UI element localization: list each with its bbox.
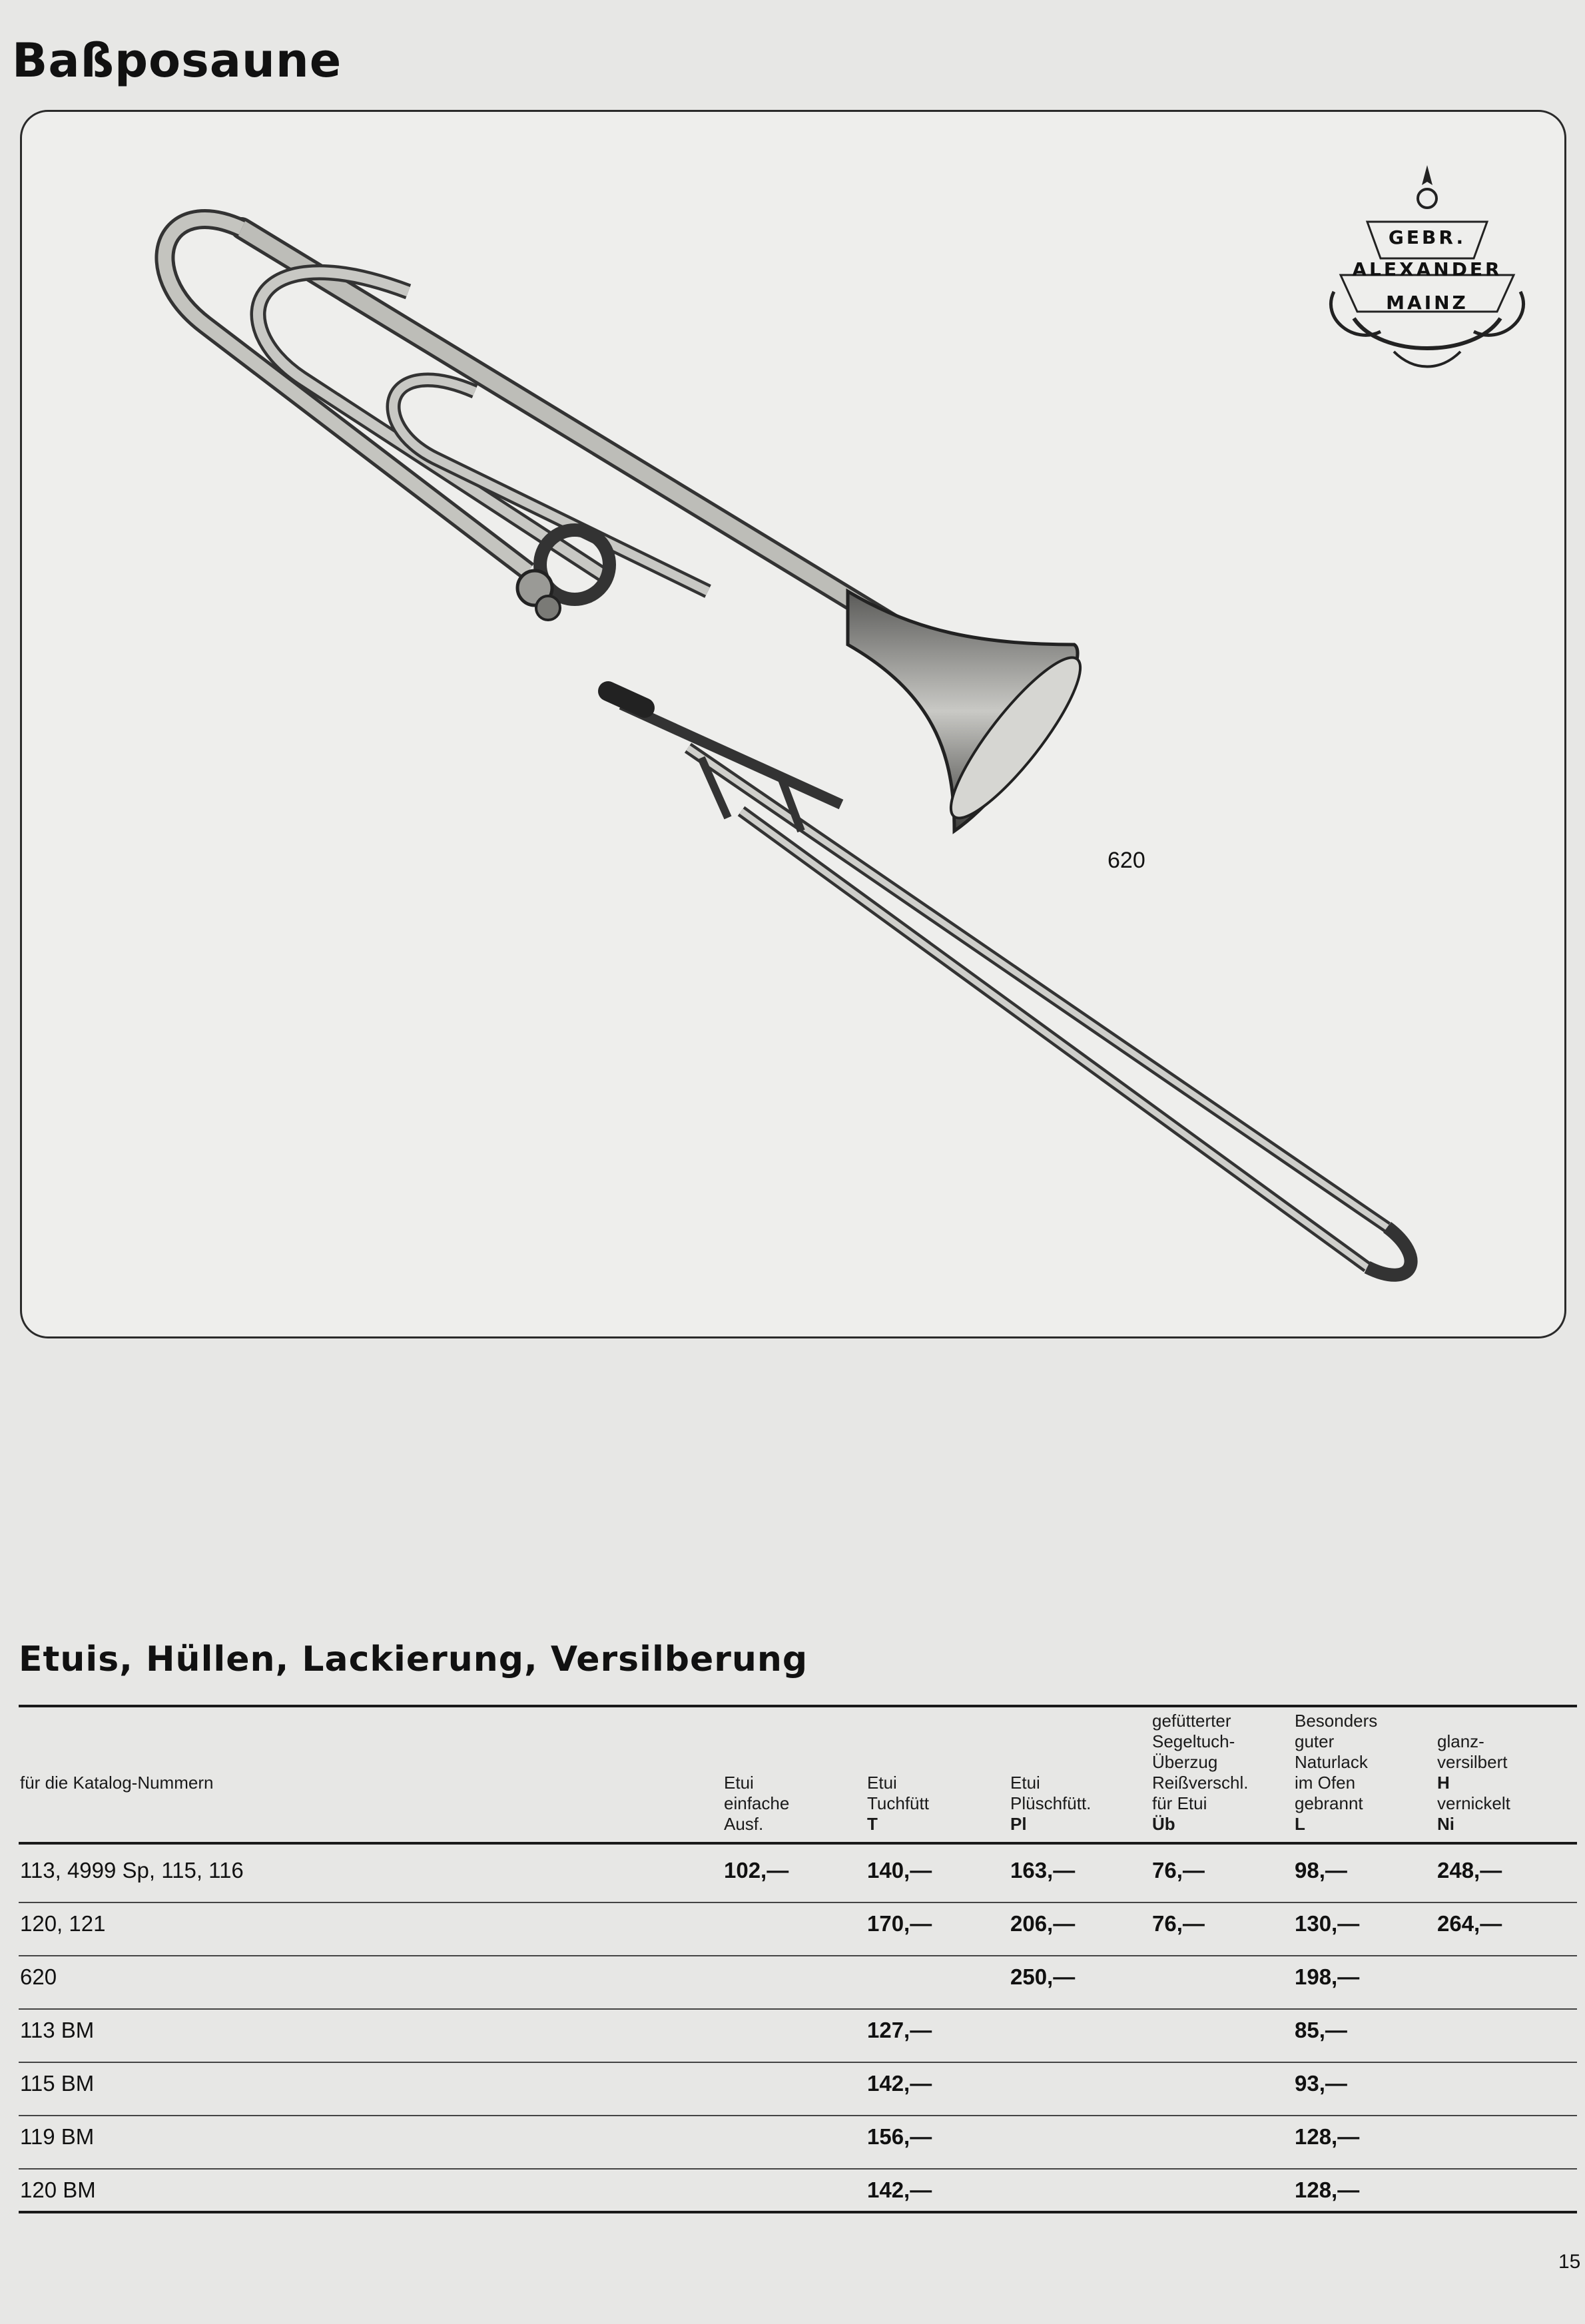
col6-code: Ni — [1437, 1814, 1454, 1834]
column-header-etui-plueschfuett — [1010, 1773, 1091, 1835]
table-row-label: 620 — [20, 1964, 57, 1989]
col6-line3: vernickelt — [1437, 1793, 1510, 1813]
product-photo-frame — [20, 110, 1566, 1338]
row-divider — [19, 1902, 1577, 1903]
price-cell: 170,— — [867, 1911, 932, 1936]
price-cell: 76,— — [1152, 1858, 1205, 1883]
col5-line3: Naturlack — [1295, 1752, 1368, 1772]
col4-line4: Reißverschl. — [1152, 1773, 1249, 1793]
price-cell: 102,— — [724, 1858, 789, 1883]
column-header-ueberzug — [1152, 1711, 1248, 1835]
row-divider — [19, 2008, 1577, 2010]
price-cell: 248,— — [1437, 1858, 1502, 1883]
price-cell: 142,— — [867, 2178, 932, 2202]
price-cell: 198,— — [1295, 1964, 1360, 1989]
col3-code: Pl — [1010, 1814, 1027, 1834]
row-divider — [19, 1955, 1577, 1956]
logo-line-1: GEBR. — [1388, 226, 1466, 248]
table-row-label: 113, 4999 Sp, 115, 116 — [20, 1858, 244, 1883]
header-top-rule — [19, 1705, 1577, 1707]
col4-code: Üb — [1152, 1814, 1175, 1834]
col1-line3: Ausf. — [724, 1814, 764, 1834]
table-row-label: 119 BM — [20, 2124, 95, 2149]
price-cell: 85,— — [1295, 2018, 1347, 2042]
row-divider — [19, 2168, 1577, 2170]
col2-line2: Tuchfütt — [867, 1793, 929, 1813]
col5-line4: im Ofen — [1295, 1773, 1356, 1793]
price-cell: 206,— — [1010, 1911, 1076, 1936]
col5-line5: gebrannt — [1295, 1793, 1363, 1813]
page-title: Baßposaune — [12, 33, 342, 88]
row-header-text: für die Katalog-Nummern — [20, 1773, 214, 1793]
logo-line-2: ALEXANDER — [1352, 258, 1502, 280]
col2-code: T — [867, 1814, 878, 1834]
table-row-label: 120 BM — [20, 2178, 96, 2202]
row-divider — [19, 2062, 1577, 2063]
col6-code-a: H — [1437, 1773, 1450, 1793]
price-cell: 140,— — [867, 1858, 932, 1883]
col4-line1: gefütterter — [1152, 1711, 1231, 1731]
column-header-versilbert — [1437, 1731, 1510, 1835]
price-cell: 250,— — [1010, 1964, 1076, 1989]
col4-line2: Segeltuch- — [1152, 1731, 1235, 1751]
logo-line-3: MAINZ — [1386, 292, 1468, 314]
col5-line2: guter — [1295, 1731, 1335, 1751]
price-cell: 142,— — [867, 2071, 932, 2096]
section-title: Etuis, Hüllen, Lackierung, Versilberung — [19, 1639, 808, 1679]
price-cell: 156,— — [867, 2124, 932, 2149]
col3-line1: Etui — [1010, 1773, 1040, 1793]
col4-line5: für Etui — [1152, 1793, 1207, 1813]
price-cell: 163,— — [1010, 1858, 1076, 1883]
price-cell: 128,— — [1295, 2178, 1360, 2202]
col6-line1: glanz- — [1437, 1731, 1484, 1751]
column-header-naturlack — [1295, 1711, 1377, 1835]
price-cell: 93,— — [1295, 2071, 1347, 2096]
header-bottom-rule — [19, 1842, 1577, 1845]
page-number: 15 — [1558, 2251, 1581, 2273]
row-header — [20, 1773, 213, 1793]
model-number-label: 620 — [1108, 848, 1145, 873]
price-cell: 264,— — [1437, 1911, 1502, 1936]
column-header-etui-einfache — [724, 1773, 789, 1835]
table-row-label: 113 BM — [20, 2018, 95, 2042]
col3-line2: Plüschfütt. — [1010, 1793, 1092, 1813]
price-cell: 127,— — [867, 2018, 932, 2042]
price-cell: 76,— — [1152, 1911, 1205, 1936]
col5-line1: Besonders — [1295, 1711, 1378, 1731]
row-divider — [19, 2115, 1577, 2116]
col1-line1: Etui — [724, 1773, 754, 1793]
table-bottom-rule — [19, 2211, 1577, 2213]
col6-line2: versilbert — [1437, 1752, 1508, 1772]
column-header-etui-tuchfuett — [867, 1773, 929, 1835]
price-cell: 98,— — [1295, 1858, 1347, 1883]
col5-code: L — [1295, 1814, 1305, 1834]
price-cell: 130,— — [1295, 1911, 1360, 1936]
col1-line2: einfache — [724, 1793, 790, 1813]
price-cell: 128,— — [1295, 2124, 1360, 2149]
table-row-label: 115 BM — [20, 2071, 95, 2096]
maker-logo — [1314, 158, 1540, 378]
col2-line1: Etui — [867, 1773, 897, 1793]
table-row-label: 120, 121 — [20, 1911, 106, 1936]
col4-line3: Überzug — [1152, 1752, 1218, 1772]
